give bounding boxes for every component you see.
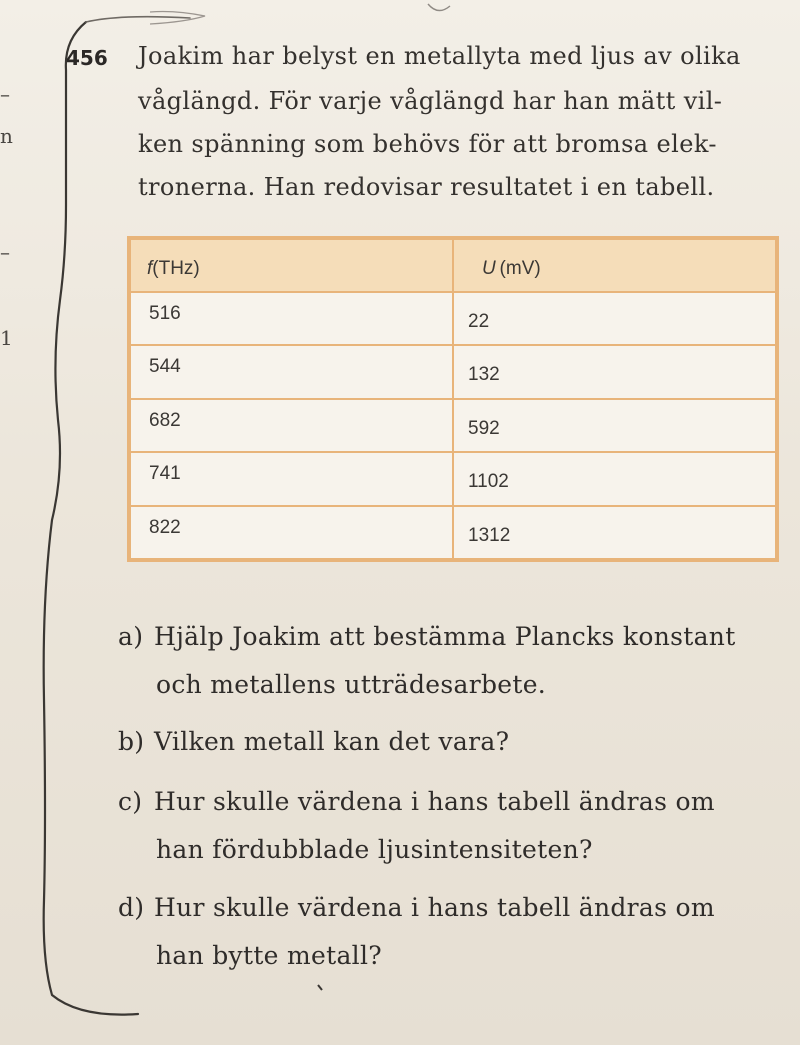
question-b	[118, 727, 509, 756]
cell-voltage: 1102	[453, 452, 776, 505]
table-row	[130, 506, 776, 559]
question-c-continuation: han fördubblade ljusintensiteten?	[156, 835, 593, 864]
data-table	[129, 238, 777, 560]
question-letter: d)	[118, 893, 145, 922]
header-symbol: f	[147, 258, 153, 279]
question-a	[118, 622, 736, 651]
question-text: Hur skulle värdena i hans tabell ändras om	[154, 893, 715, 922]
table-row	[130, 452, 776, 505]
question-text: Hjälp Joakim att bestämma Plancks konstant	[154, 622, 736, 651]
table-row	[130, 399, 776, 452]
table-row	[130, 292, 776, 345]
intro-line: tronerna. Han redovisar resultatet i en tabell.	[138, 173, 715, 201]
question-text: Vilken metall kan det vara?	[154, 727, 510, 756]
margin-mark-one: 1	[0, 326, 13, 350]
cell-voltage: 592	[453, 399, 776, 452]
question-c	[118, 787, 715, 816]
problem-number: 456	[66, 46, 108, 70]
table-row	[130, 345, 776, 398]
cell-frequency: 682	[130, 399, 453, 452]
cell-frequency: 822	[130, 506, 453, 559]
cell-voltage: 1312	[453, 506, 776, 559]
question-d	[118, 893, 715, 922]
margin-mark-dash: –	[0, 82, 10, 106]
cell-voltage: 132	[453, 345, 776, 398]
header-symbol: U	[482, 258, 496, 279]
margin-mark-n: n	[0, 124, 13, 148]
cell-voltage: 22	[453, 292, 776, 345]
header-unit: (mV)	[499, 258, 541, 279]
table-header-row	[130, 239, 776, 292]
question-letter: b)	[118, 727, 145, 756]
data-table-container	[127, 236, 779, 562]
cell-frequency: 741	[130, 452, 453, 505]
cell-frequency: 544	[130, 345, 453, 398]
margin-mark-line: –	[0, 240, 10, 264]
column-header-voltage	[453, 239, 776, 292]
column-header-frequency	[130, 239, 453, 292]
header-unit: (THz)	[152, 258, 200, 279]
question-text: Hur skulle värdena i hans tabell ändras om	[154, 787, 715, 816]
intro-line: Joakim har belyst en metallyta med ljus av olika	[138, 42, 741, 70]
question-letter: a)	[118, 622, 144, 651]
intro-line: våglängd. För varje våglängd har han mätt vil-	[138, 87, 723, 115]
question-a-continuation: och metallens utträdesarbete.	[156, 670, 547, 699]
question-letter: c)	[118, 787, 143, 816]
intro-line: ken spänning som behövs för att bromsa elek-	[138, 130, 717, 158]
cell-frequency: 516	[130, 292, 453, 345]
question-d-continuation: han bytte metall?	[156, 941, 382, 970]
